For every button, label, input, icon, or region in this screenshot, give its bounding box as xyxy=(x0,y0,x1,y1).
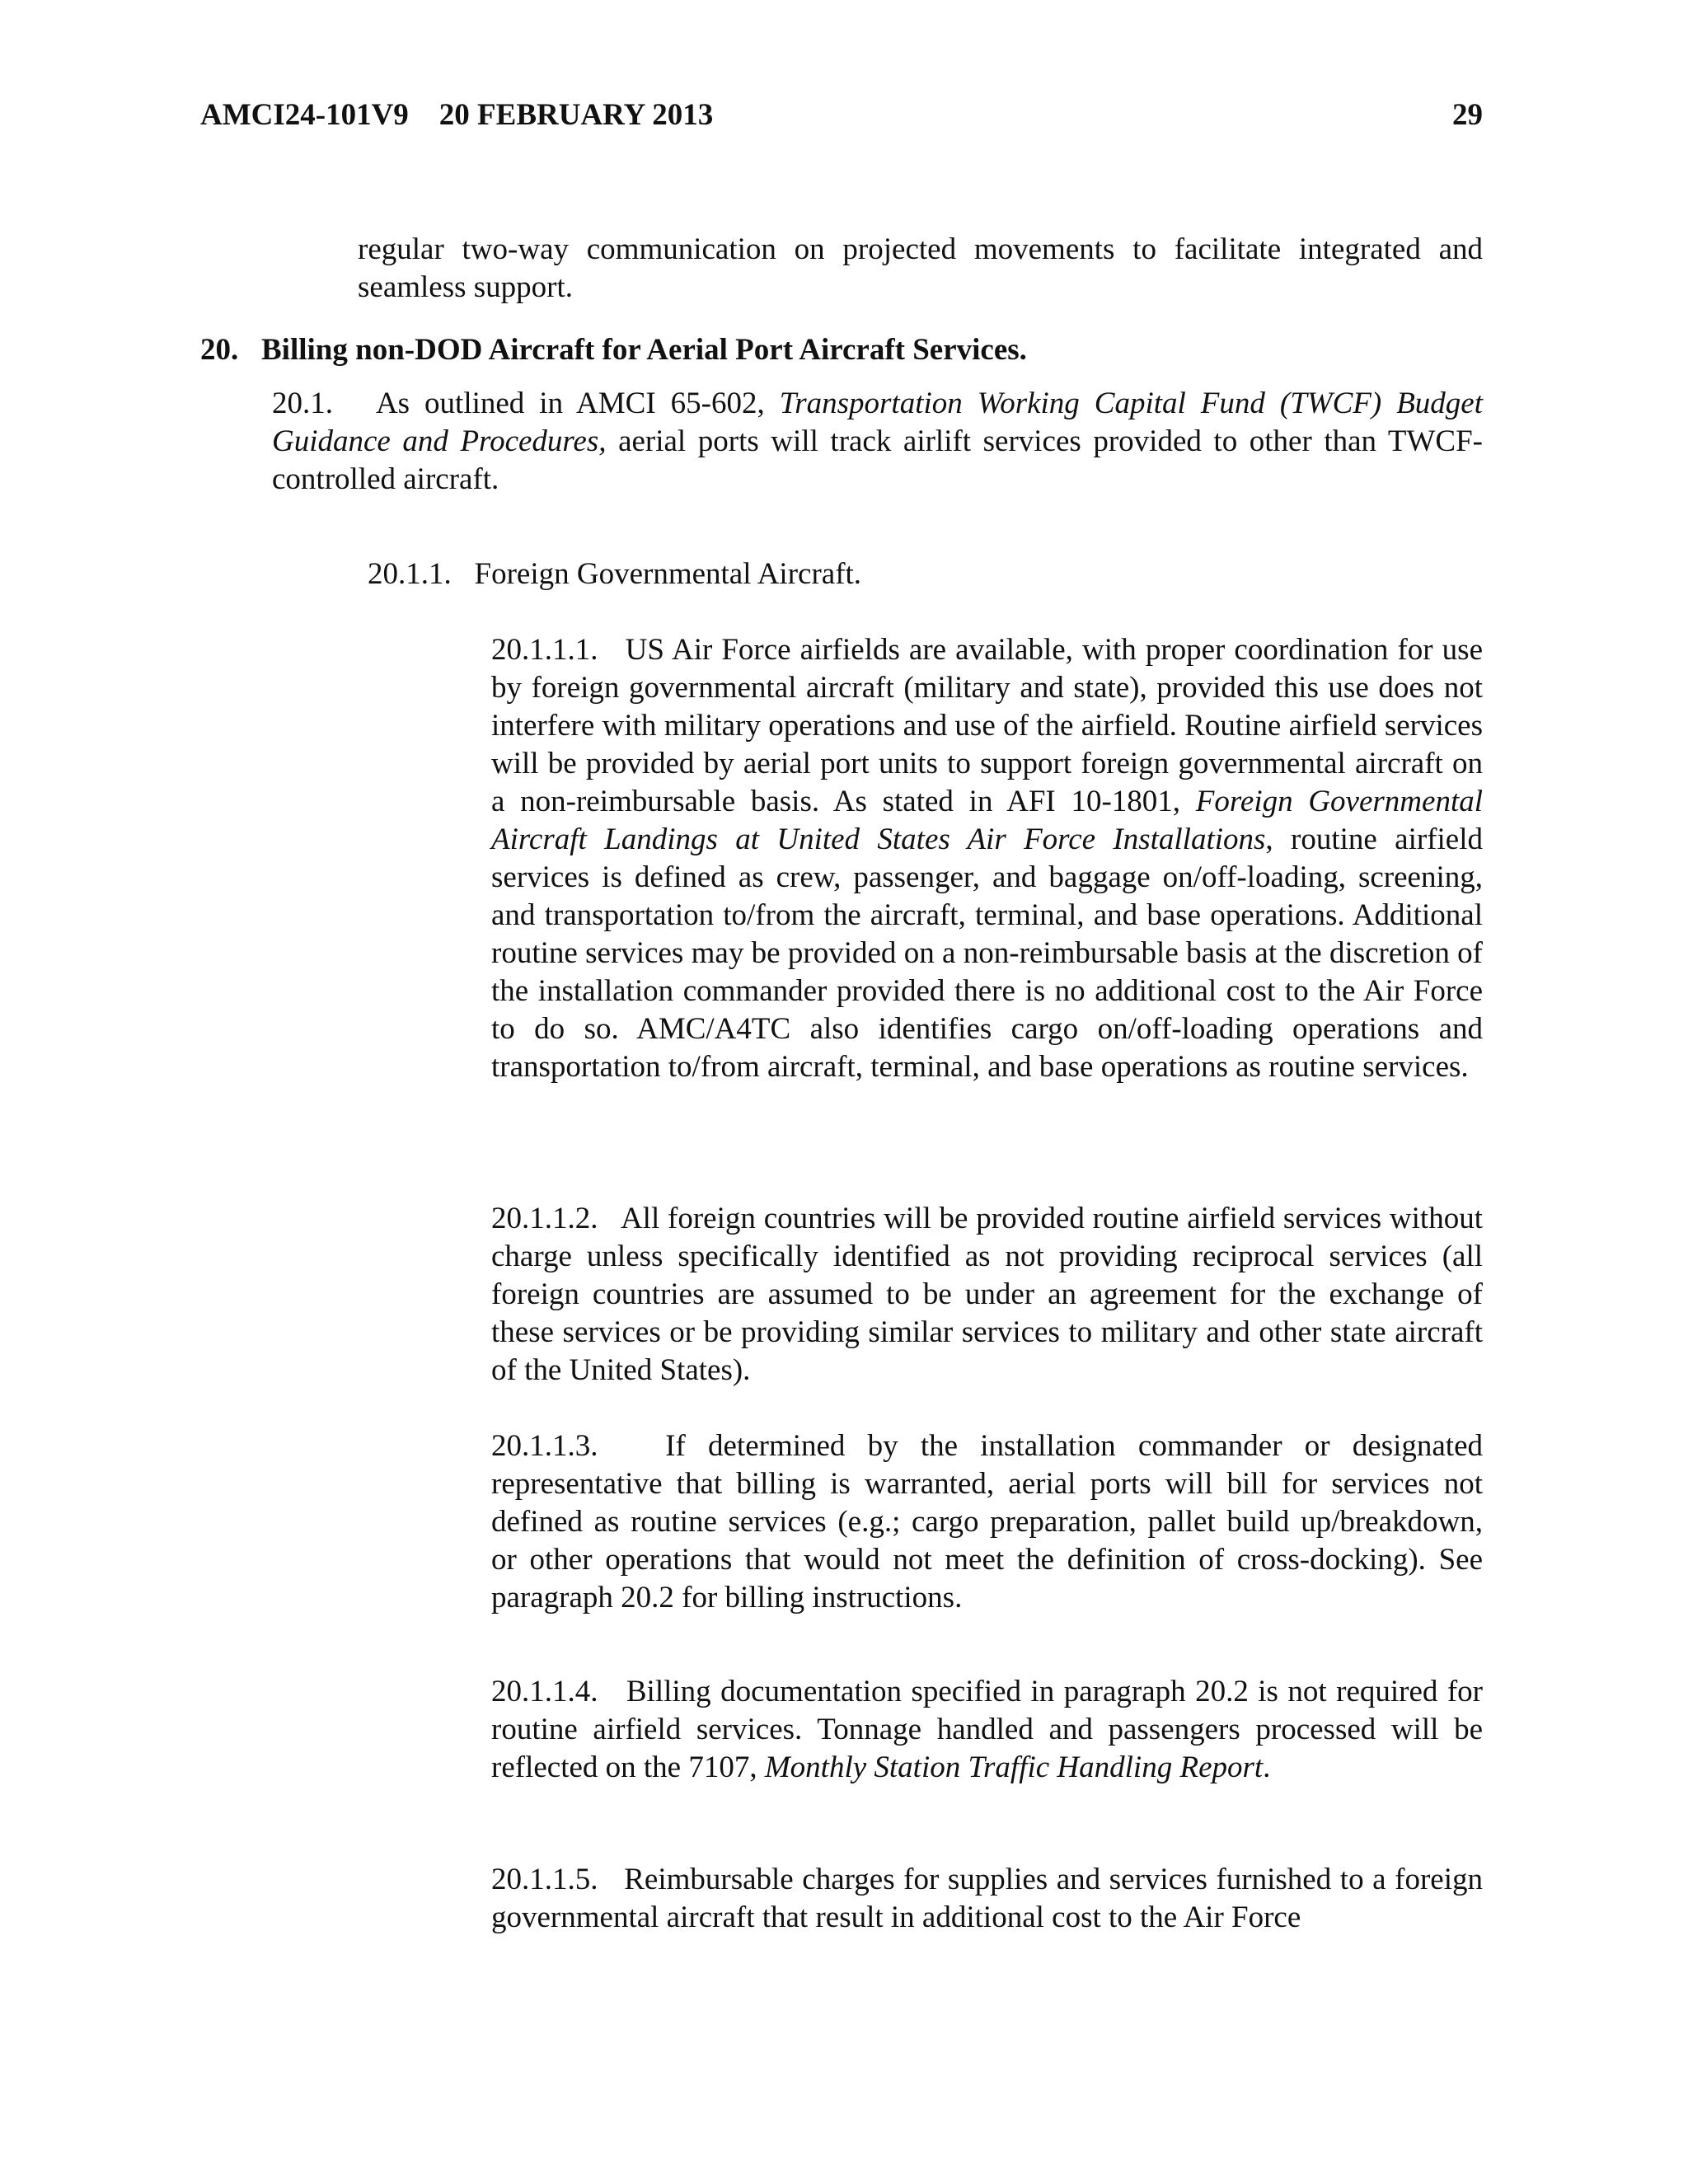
continuation-text: regular two-way communication on projected movements to facilitate integrated and seamless support. xyxy=(358,232,1483,304)
header-doc-id-date: AMCI24-101V9 20 FEBRUARY 2013 xyxy=(200,98,714,132)
paragraph-20-1-1-title: Foreign Governmental Aircraft. xyxy=(474,557,862,591)
paragraph-20-1-1-4-text-a: Billing documentation specified in paragraph 20.2 is not required for routine airfield services. Tonnage handled and passengers processed will be reflected on the 7107, xyxy=(491,1675,1484,1784)
paragraph-20-1-1-5 xyxy=(491,1861,1483,1937)
section-20-heading xyxy=(200,331,1027,369)
paragraph-20-1-1-2 xyxy=(491,1200,1483,1390)
paragraph-20-1-1-5-number: 20.1.1.5. xyxy=(491,1863,598,1896)
section-20-number: 20. xyxy=(200,333,239,367)
paragraph-20-1-1-3-number: 20.1.1.3. xyxy=(491,1429,598,1463)
paragraph-20-1-1-3 xyxy=(491,1427,1483,1617)
paragraph-20-1-1-4-text-b: . xyxy=(1263,1750,1271,1784)
paragraph-20-1-text-a: As outlined in AMCI 65-602, xyxy=(375,387,780,420)
section-20-title: Billing non-DOD Aircraft for Aerial Port Aircraft Services. xyxy=(261,333,1027,367)
paragraph-20-1-text-b: aerial ports will track airlift services provided to other than TWCF-controlled aircraft. xyxy=(272,424,1483,496)
paragraph-20-1-1-number: 20.1.1. xyxy=(368,557,452,591)
paragraph-20-1-1-5-text: Reimbursable charges for supplies and services furnished to a foreign governmental aircraft that result in additional cost to the Air Force xyxy=(491,1863,1483,1934)
paragraph-20-1-1-1-italic-title: Foreign Governmental Aircraft Landings at United States Air Force Installations xyxy=(491,785,1484,856)
paragraph-20-1-1-1-text-a: US Air Force airfields are available, with proper coordination for use by foreign governmental aircraft (military and state), provided this use does not interfere with military operations and use of the airfield. Routine airfield services will be provided by aerial port units to support foreign governmental aircraft on a non-reimbursable basis. As stated in AFI 10-1801, xyxy=(491,633,1484,818)
paragraph-20-1-1-2-number: 20.1.1.2. xyxy=(491,1202,598,1235)
paragraph-20-1-1-1-text-b: , routine airfield services is defined as crew, passenger, and baggage on/off-loading, screening, and transportation to/from the aircraft, terminal, and base operations. Additional routine services may be provided on a non-reimbursable basis at the discretion of the installation commander provided there is no additional cost to the Air Force to do so. AMC/A4TC also identifies cargo on/off-loading operations and transportation to/from aircraft, terminal, and base operations as routine services. xyxy=(491,823,1483,1084)
paragraph-20-1-1-1-number: 20.1.1.1. xyxy=(491,633,598,667)
paragraph-20-1-1-4-number: 20.1.1.4. xyxy=(491,1675,598,1708)
paragraph-20-1 xyxy=(272,385,1483,499)
paragraph-20-1-1-3-text: If determined by the installation commander or designated representative that billing is warranted, aerial ports will bill for services not defined as routine services (e.g.; cargo preparation, pallet build up/breakdown, or other operations that would not meet the definition of cross-docking). See paragraph 20.2 for billing instructions. xyxy=(491,1429,1484,1615)
paragraph-20-1-1-1 xyxy=(491,631,1483,1086)
paragraph-20-1-italic-title: Transportation Working Capital Fund (TWCF) Budget Guidance and Procedures, xyxy=(272,387,1483,458)
paragraph-20-1-1 xyxy=(368,555,1483,593)
header-page-number: 29 xyxy=(1452,98,1483,132)
paragraph-20-1-number: 20.1. xyxy=(272,387,333,420)
paragraph-20-1-1-4-italic-title: Monthly Station Traffic Handling Report xyxy=(764,1750,1264,1784)
continuation-paragraph xyxy=(358,231,1483,307)
paragraph-20-1-1-4 xyxy=(491,1673,1483,1787)
paragraph-20-1-1-2-text: All foreign countries will be provided routine airfield services without charge unless specifically identified as not providing reciprocal services (all foreign countries are assumed to be under an agreement for the exchange of these services or be providing similar services to military and other state aircraft of the United States). xyxy=(491,1202,1483,1387)
